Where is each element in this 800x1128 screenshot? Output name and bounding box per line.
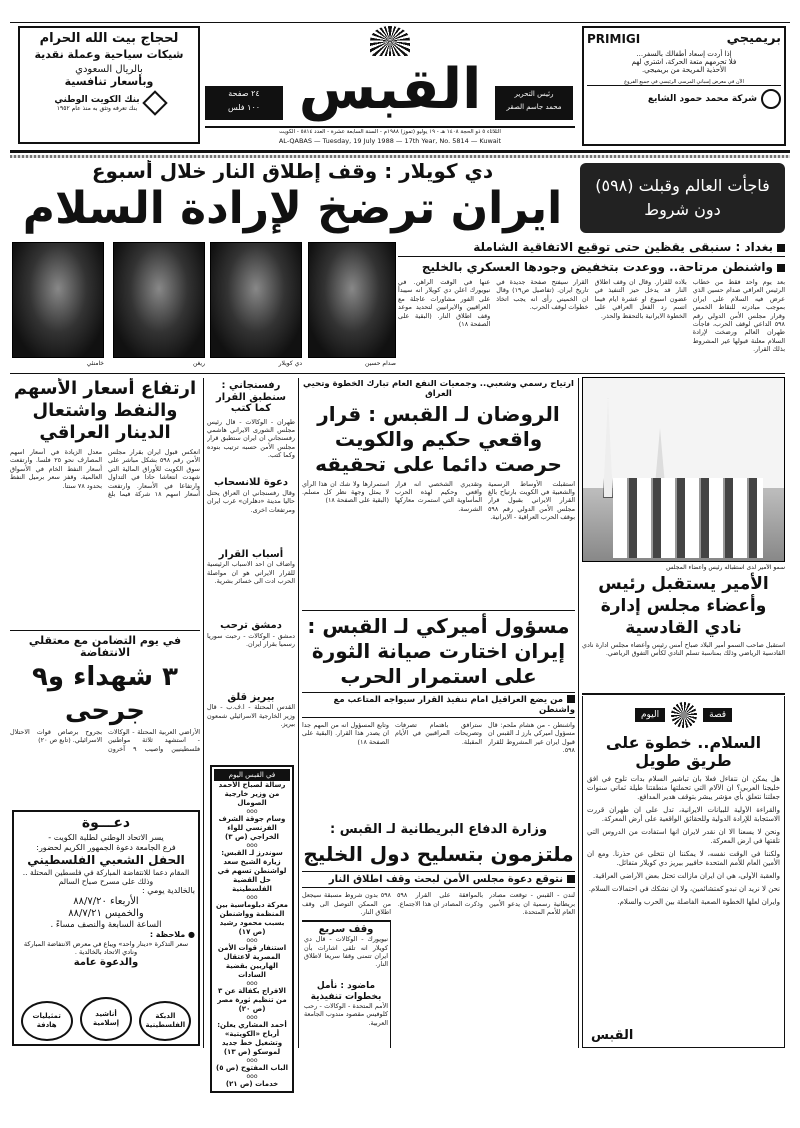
separator: ooo bbox=[246, 894, 258, 901]
caption: خامنئي bbox=[86, 360, 104, 367]
article-column: استقبلت الأوساط الرسمية والشعبية في الكويت بارتياح بالغ القرار الايراني بقبول قرار مجلس الأمن الدولي رقم ٥٩٨ بوقف الحرب العراقية - الايرانية. bbox=[488, 479, 575, 522]
index-item[interactable]: الباب المفتوح (ص ٥) bbox=[215, 1064, 288, 1072]
quickstop-body: نيويورك - الوكالات - قال دي كويلار انه تلقى اشارات بأن ايران تتمنى وقفا سريعا لاطلاق النار. bbox=[304, 935, 388, 969]
bank-tagline: بنك تعرفه وتثق به منذ عام ١٩٥٢ bbox=[56, 104, 138, 112]
lead-box-text: فاجأت العالم وقبلت (٥٩٨) دون شروط bbox=[595, 176, 770, 219]
company-logo-icon bbox=[761, 89, 781, 109]
emir-body: استقبل صاحب السمو أمير البلاد صباح أمس رئيس وأعضاء مجلس ادارة نادي القادسية الرياضي وذلك بمناسبة تسلم النادي لكأس التفوق الرياضي. bbox=[582, 641, 785, 658]
invitation-note: سعر التذكرة «دينار واحد» ويباع في معرض الانتفاضة المباركة ونادي الاتحاد بالخالدية . bbox=[23, 940, 189, 956]
emir-photo bbox=[582, 377, 785, 562]
british-headline: ملتزمون بتسليح دول الخليج bbox=[303, 842, 574, 867]
separator: ooo bbox=[246, 937, 258, 944]
editorial-label1: قصة bbox=[703, 708, 732, 722]
editorial-paragraph: والقراءة الأولية للبيانات الايرانية، تدل على ان طهران قررت الاستجابة للإرادة الدولية وللحقائق الواقعية على أرض المعركة. bbox=[587, 805, 780, 823]
bullet-icon bbox=[777, 264, 785, 272]
index-item[interactable]: سوندرز لـ القبس: زيارة الشيخ سعد لواشنطن تسهم في حل القضية الفلسطينية bbox=[217, 849, 287, 893]
invitation-date: والخميس ٨٨/٧/٢١ bbox=[68, 908, 144, 919]
invitation-title: دعـــوة bbox=[81, 815, 131, 831]
quickstop-box bbox=[302, 920, 391, 1048]
ad-text3: الأحذية المريحة من بريميجي. bbox=[641, 66, 727, 74]
separator: ooo bbox=[246, 1014, 258, 1021]
bullet-icon bbox=[777, 244, 785, 252]
ad-availability: الآن في معرض إسباني المرسى الرئيسي في جميع الفروع bbox=[587, 79, 781, 86]
quickstop-body: الأمم المتحدة - الوكالات - رحب كلوفيس مقصود مندوب الجامعة العربية. bbox=[304, 1001, 388, 1027]
separator: ooo bbox=[246, 1057, 258, 1064]
rawdhan-body bbox=[302, 480, 575, 607]
editorial-signature: القبس bbox=[591, 1028, 634, 1043]
invitation-text: يسر الاتحاد الوطني لطلبة الكويت - bbox=[48, 833, 164, 842]
caption: صدام حسين bbox=[365, 360, 396, 367]
lead-column: بلاده للقرار. وقال ان وقف اطلاق النار قد يدخل حيز التنفيذ في غضون اسبوع او عشرة ايام فيما اتسم رد الفعل العراقي على الخطوة الايرانية بالتحفظ والحذر. bbox=[594, 278, 687, 320]
article-column: واشنطن - من هشام ملحم: قال مسؤول اميركي بارز لـ القبس ان قبول ايران غير المشروط للقرار ٥٩٨. bbox=[488, 720, 575, 754]
american-headline: مسؤول أميركي لـ القبس : إيران اختارت صيانة الثورة على استمرار الحرب bbox=[307, 613, 570, 688]
separator: ooo bbox=[246, 980, 258, 987]
american-body bbox=[302, 721, 575, 819]
circle-anasheed: أناشيد إسلامية bbox=[80, 997, 132, 1041]
rafsanjani-column bbox=[207, 380, 295, 760]
article-column: سترافق باهتمام تصرفات وتصريحات المراقبين في الأيام المقبلة. bbox=[395, 720, 482, 746]
invitation-time: الساعة السابعة والنصف مساءً . bbox=[50, 920, 162, 930]
index-item[interactable]: معركة دبلوماسية بين المنظمة وواشنطن بسبب محمود رشيد (ص ١٧) bbox=[215, 901, 289, 936]
editorial-box bbox=[582, 696, 785, 1048]
ad-line2: شيكات سياحية وعملة نقدية bbox=[34, 48, 184, 61]
separator: ooo bbox=[246, 808, 258, 815]
rafsanjani-body: وقال رفسنجاني ان العراق يحتل حاليا مدينة «دهلران» غرب ايران ومرتفعات اخرى. bbox=[207, 488, 295, 514]
ad-line3: بالريال السعودي bbox=[75, 64, 143, 75]
masthead bbox=[205, 26, 575, 146]
editorial-paragraph: نحن لا نريد ان نبدو كمتشائمين، ولا ان نشكك في احتمالات السلام. bbox=[588, 884, 780, 893]
article-column: لندن - القبس - توقعت مصادر بريطانية رسمية ان يدعو الأمين العام للأمم المتحدة. bbox=[489, 891, 575, 917]
bullet-icon bbox=[567, 695, 575, 703]
subhead: دمشق ترحب bbox=[220, 620, 282, 632]
bank-logo-icon bbox=[142, 90, 167, 115]
editorial-paragraph: وايران لعلها الخطوة الصعبة الفاصلة بين الحرب والسلام. bbox=[617, 897, 780, 906]
article-column: وتقديري الشخصي انه قرار واقعي وحكيم لهذه الحرب المأساوية التي استمرت معاركها الشرسة. bbox=[395, 479, 482, 513]
sunburst-icon bbox=[671, 702, 697, 728]
hajj-bank-ad bbox=[18, 26, 200, 144]
american-sub: من يضع العراقيل امام تنفيذ القرار سيواجه المتاعب مع واشنطن bbox=[333, 694, 575, 715]
quickstop-title2: ماضود : نأمل بخطوات تنفيذية bbox=[310, 981, 382, 1002]
index-item[interactable]: خدمات (ص ٢١) bbox=[225, 1080, 279, 1088]
editorial-paragraph: ونحن لا يسعنا الا ان نقدر لايران انها استفادت من الدروس التي تلقتها في ارض المعركة. bbox=[587, 827, 780, 845]
subhead: دعوة للانسحاب bbox=[214, 477, 288, 489]
ad-text2: فلا تحرمهم متعة الحركة، اشتري لهم bbox=[631, 58, 737, 66]
caption: ريغن bbox=[192, 360, 205, 367]
date-line-english: AL-QABAS — Tuesday, 19 July 1988 — 17th Year, No. 5814 — Kuwait bbox=[278, 137, 502, 145]
index-item[interactable]: أحمد المشاري يعلن: أرباح «الكويتية» وتشغيل خط جديد لموسكو (ص ١٣) bbox=[217, 1021, 287, 1056]
editorial-paragraph: هل يمكن ان نتفاءل فعلا بأن تباشير السلام بدأت تلوح في افق خليجنا العربي؟ ان الآلام التي تحملتها منطقتنا طيلة ثماني سنوات جعلتنا نتعلق بأي مؤشر يبشر بتوقف هدير المدافع. bbox=[587, 774, 780, 801]
separator: ooo bbox=[246, 1073, 258, 1080]
invitation-text: المقام دعما للانتفاضة المباركة في فلسطين المحتلة .. وذلك على مسرح صباح السالم bbox=[22, 868, 190, 886]
newspaper-logo: القبس bbox=[298, 57, 482, 122]
index-item[interactable]: رسالة لصباح الأحمد من وزير خارجية الصومال bbox=[218, 781, 286, 807]
emir-photo-caption: سمو الأمير لدى استقباله رئيس وأعضاء المجلس bbox=[666, 564, 785, 571]
circle-dabke: الدبكة الفلسطينية bbox=[139, 1001, 191, 1041]
index-item[interactable]: الافراج بكفالة عن ٣ من تنظيم ثورة مصر (ص ٢٠) bbox=[217, 987, 287, 1013]
invitation-text: فرع الجامعة دعوة الجمهور الكريم لحضور: bbox=[36, 843, 176, 852]
price: ١٠٠ فلس bbox=[227, 103, 261, 112]
photo-de-cuellar bbox=[210, 242, 302, 358]
index-title: في القبس اليوم bbox=[214, 769, 290, 781]
uprising-headline: ٣ شهداء و٩ جرحى bbox=[32, 661, 178, 726]
lead-body bbox=[398, 278, 785, 370]
editorial-label2: اليوم bbox=[635, 708, 665, 722]
index-item[interactable]: وسام جوقة الشرف الفرنسي للواء الخراجي (ص ٣) bbox=[218, 815, 286, 841]
ad-line4: وبأسعار تنافسية bbox=[64, 75, 154, 88]
invitation-footer: والدعوة عامة bbox=[73, 957, 139, 968]
invitation-note-title: ● ملاحظة : bbox=[149, 930, 195, 939]
lead-column: بعد يوم واحد فقط من خطاب الرئيس العراقي صدام حسين الذي عرض فيه السلام على ايران بموجب مبادرته للنقاط الخمس وقرار مجلس الأمن الدولي رقم ٥٩٨ الداعي لوقف الحرب، فاجأت طهران العالم ورضخت لإرادة السلام معلنة قبولها غير المشروط بذلك القرار. bbox=[692, 278, 785, 354]
brand-english: PRIMIGI bbox=[587, 31, 641, 46]
brand-arabic: بريميجي bbox=[726, 31, 781, 46]
photo-saddam bbox=[308, 242, 396, 358]
lead-sub1: بغداد : سنبقى يقظين حتى توقيع الاتفاقية الشاملة bbox=[473, 240, 773, 254]
invitation-box bbox=[12, 810, 200, 1046]
page-count: ٢٤ صفحة bbox=[228, 89, 260, 98]
index-item[interactable]: استنفار قوات الأمن المصرية لاعتقال الهاربين بقضية السادات bbox=[217, 944, 287, 979]
lead-box bbox=[580, 163, 785, 233]
article-column: ٥٩٨ بدون شروط مسبقة سيجعل من الممكن التوصل الى وقف اطلاق النار. bbox=[302, 891, 391, 917]
british-kicker: وزارة الدفاع البريطانية لـ القبس : bbox=[329, 821, 548, 837]
lead-column: القرار سيفتح صفحة جديدة في تاريخ ايران. (تفاصيل ص١٩) وقال ان الخميني رأى انه يجب اتخاذ خطوات لوقف الحرب. bbox=[496, 278, 589, 312]
lead-kicker: دي كويلار : وقف إطلاق النار خلال أسبوع bbox=[91, 160, 494, 183]
invitation-text: بالخالدية يومي : bbox=[142, 886, 195, 895]
invitation-event: الحفل الشعبي الفلسطيني bbox=[27, 853, 185, 867]
circle-plays: تمثيليات هادفة bbox=[21, 1001, 73, 1041]
invitation-date: الأربعاء ٨٨/٧/٢٠ bbox=[73, 896, 139, 907]
logo-sunburst-icon bbox=[370, 26, 410, 56]
company-name: شركة محمد حمود الشايع bbox=[647, 94, 757, 104]
quickstop-title: وقف سريع bbox=[318, 923, 374, 935]
uprising-body: الأراضي العربية المحتلة - الوكالات - استشهد ثلاثة مواطنين فلسطينيين واصيب ٩ آخرون بجروح برصاص قوات الاحتلال الاسرائيلي. (تابع ص ٢٠) bbox=[10, 727, 200, 753]
editorial-headline: السلام.. خطوة على طريق طويل bbox=[605, 733, 762, 771]
photo-reagan bbox=[113, 242, 205, 358]
rafsanjani-body: واضاف ان احد الاسباب الرئيسية للقرار الايراني هو ان مواصلة الحرب ادت الى خسائر بشرية. bbox=[207, 560, 295, 586]
editor-name: محمد جاسم الصقر bbox=[506, 103, 562, 111]
subhead: أسباب القرار bbox=[218, 548, 284, 560]
subhead: بيريز قلق bbox=[227, 691, 275, 703]
article-column: بالموافقة على القرار ٥٩٨ وذكرت المصادر ان هذا الاجتماع. bbox=[397, 891, 483, 908]
separator: ooo bbox=[246, 842, 258, 849]
british-body bbox=[397, 891, 575, 1048]
lead-column: عنها في الوقت الراهن. في نيويورك اعلن دي كويلار انه سيبدأ على الفور مشاورات عاجلة مع العراقيين والايرانيين لتحديد موعد وقف اطلاق النار. (البقية على الصفحة ١٨) bbox=[398, 278, 491, 329]
lead-sub2: واشنطن مرتاحة.. ووعدت بتخفيض وجودها العسكري بالخليج bbox=[421, 260, 773, 274]
rawdhan-headline: الروضان لـ القبس : قرار واقعي حكيم والكويت حرصت دائما على تحقيقه bbox=[315, 401, 562, 476]
editorial-paragraph: والعقبة الأولى، هي ان ايران مازالت تحتل بعض الأراضي العراقية. bbox=[593, 871, 780, 880]
photo-row bbox=[10, 242, 395, 370]
editor-title: رئيس التحرير bbox=[514, 90, 554, 98]
rafsanjani-body: دمشق - الوكالات - رحبت سوريا رسميا بقرار ايران. bbox=[207, 631, 295, 649]
ad-text1: إذا أردت إسعاد أطفالك بالسفر... bbox=[636, 50, 732, 58]
article-column: استمرارها ولا شك ان هذا الرأي لا يمثل وجهة نظر كل مسلم. (البقية على الصفحة ١٨) bbox=[302, 479, 389, 505]
editorial-paragraph: ولكننا في الوقت نفسه، لا يمكننا ان نتخلى عن حذرنا. ومع ان الأمين العام للأمم المتحدة خافيير بيريز دي كويلار متفائل. bbox=[587, 849, 780, 867]
uprising-kicker: في يوم التضامن مع معتقلي الانتفاضة bbox=[28, 633, 182, 660]
bank-name: بنك الكويت الوطني bbox=[54, 94, 140, 105]
primigi-ad bbox=[582, 26, 786, 146]
rafsanjani-headline: رفسنجاني : سنطبق القرار كما كتب bbox=[215, 380, 287, 414]
lead-headline: ايران ترضخ لإرادة السلام bbox=[22, 183, 563, 234]
index-box bbox=[210, 765, 294, 1093]
ad-line1: لحجاج بيت الله الحرام bbox=[39, 31, 179, 46]
photo-khamenei bbox=[12, 242, 104, 358]
rafsanjani-body: القدس المحتلة - ا.ف.ب - قال وزير الخارجية الاسرائيلي شمعون بيريز. bbox=[207, 703, 295, 728]
emir-headline: الأمير يستقبل رئيس وأعضاء مجلس إدارة نادي القادسية bbox=[598, 574, 769, 638]
bullet-icon bbox=[567, 875, 575, 883]
caption: دي كويلار bbox=[278, 360, 302, 367]
stocks-body: انعكس قبول ايران بقرار مجلس الأمن رقم ٥٩٨ بشكل مباشر على سوق الكويت للأوراق المالية التي شهدت انتعاشا حادا في التداول وارتفاعا في الأسعار. وارتفعت أسعار اسهم ١٨ شركة فيما بلغ معدل الزيادة في أسعار اسهم المصارف نحو ٢٥ فلسا. وارتفعت أسعار النفط الخام في الأسواق العالمية. وقفز سعر برميل النفط بحدود ٧٨ سنتا. bbox=[10, 448, 200, 499]
date-line-arabic: الثلاثاء ٥ ذو الحجة ١٤٠٨ هـ - ١٩ يوليو (تموز) ١٩٨٨م - السنة السابعة عشرة - العدد ٥٨١٤ - الكويت bbox=[279, 129, 501, 135]
stocks-headline: ارتفاع أسعار الأسهم والنفط واشتعال الدينار العراقي bbox=[13, 378, 197, 443]
article-column: وتابع المسؤول انه من المهم جدا ان يصدر هذا القرار. (البقية على الصفحة ١٨) bbox=[302, 720, 389, 746]
british-sub: نتوقع دعوة مجلس الأمن لبحث وقف اطلاق النار bbox=[328, 874, 563, 886]
rafsanjani-body: طهران - الوكالات - قال رئيس مجلس الشورى الايراني هاشمي رفسنجاني ان ايران ستطبق قرار مجلس الأمن حسبه ترتيب بنوده وكما كتب. bbox=[207, 417, 295, 460]
rawdhan-kicker: ارتياح رسمي وشعبي.. وجمعيات النفع العام تبارك الخطوة وتحيي العراق bbox=[303, 380, 574, 399]
